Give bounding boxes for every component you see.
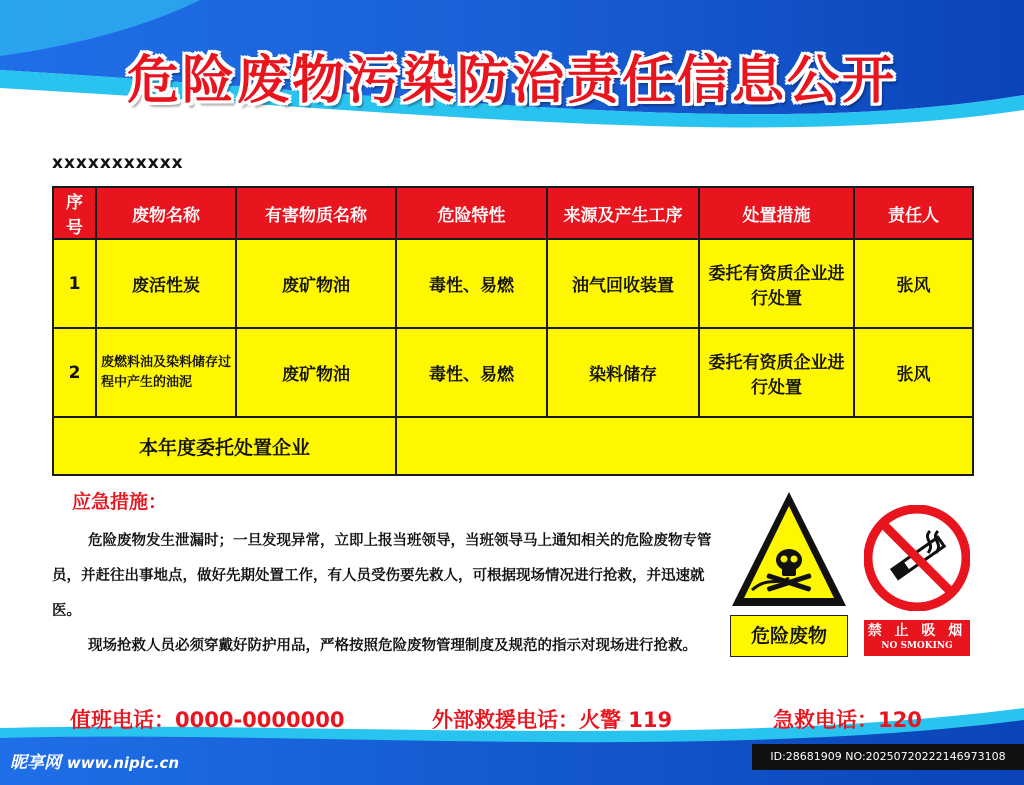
table-row [53, 239, 973, 328]
column-header: 序号 [53, 187, 96, 239]
no-smoking-icon [864, 505, 970, 611]
emergency-phone: 急救电话：120 [773, 708, 922, 732]
table-header-row [53, 187, 973, 239]
watermark-brand: 昵享网 [10, 753, 61, 773]
disposal-company-value [396, 417, 973, 475]
company-name: xxxxxxxxxxx [52, 153, 184, 173]
hazardous-waste-table [52, 186, 974, 476]
page-title: 危险废物污染防治责任信息公开 [126, 51, 897, 111]
table-cell: 委托有资质企业进行处置 [699, 239, 854, 328]
column-header: 责任人 [854, 187, 973, 239]
table-cell: 废矿物油 [236, 239, 396, 328]
table-cell: 染料储存 [547, 328, 699, 417]
column-header: 有害物质名称 [236, 187, 396, 239]
table-cell: 1 [53, 239, 96, 328]
disposal-company-label: 本年度委托处置企业 [53, 417, 396, 475]
no-smoking-label [864, 620, 970, 656]
table-footer-row [53, 417, 973, 475]
column-header: 废物名称 [96, 187, 236, 239]
table-row [53, 328, 973, 417]
table-cell: 毒性、易燃 [396, 328, 547, 417]
no-smoking-label-en: NO SMOKING [881, 641, 953, 651]
table-cell: 张风 [854, 328, 973, 417]
column-header: 危险特性 [396, 187, 547, 239]
column-header: 来源及产生工序 [547, 187, 699, 239]
emergency-text [52, 524, 712, 664]
hazard-label: 危险废物 [730, 615, 848, 657]
rescue-phone: 外部救援电话：火警 119 [432, 708, 673, 732]
table-cell: 2 [53, 328, 96, 417]
column-header: 处置措施 [699, 187, 854, 239]
toxic-hazard-icon [730, 490, 848, 610]
emergency-title: 应急措施： [72, 491, 168, 513]
no-smoking-label-cn: 禁 止 吸 烟 [867, 623, 967, 639]
watermark-url: www.nipic.cn [66, 754, 180, 772]
table-cell: 废矿物油 [236, 328, 396, 417]
table-cell: 废活性炭 [96, 239, 236, 328]
duty-phone: 值班电话：0000-0000000 [70, 708, 345, 732]
table-cell: 委托有资质企业进行处置 [699, 328, 854, 417]
table-cell: 毒性、易燃 [396, 239, 547, 328]
emergency-paragraph: 现场抢救人员必须穿戴好防护用品，严格按照危险废物管理制度及规范的指示对现场进行抢救。 [88, 638, 697, 654]
table-cell: 张风 [854, 239, 973, 328]
image-id-bar: ID:28681909 NO:20250720222146973108 [752, 744, 1024, 770]
emergency-paragraph: 危险废物发生泄漏时；一旦发现异常，立即上报当班领导，当班领导马上通知相关的危险废物专管员，并赶往出事地点，做好先期处置工作，有人员受伤要先救人，可根据现场情况进行抢救，并迅速就医。 [52, 533, 712, 619]
table-cell: 废燃料油及染料储存过程中产生的油泥 [96, 328, 236, 417]
table-cell: 油气回收装置 [547, 239, 699, 328]
watermark [10, 748, 179, 773]
